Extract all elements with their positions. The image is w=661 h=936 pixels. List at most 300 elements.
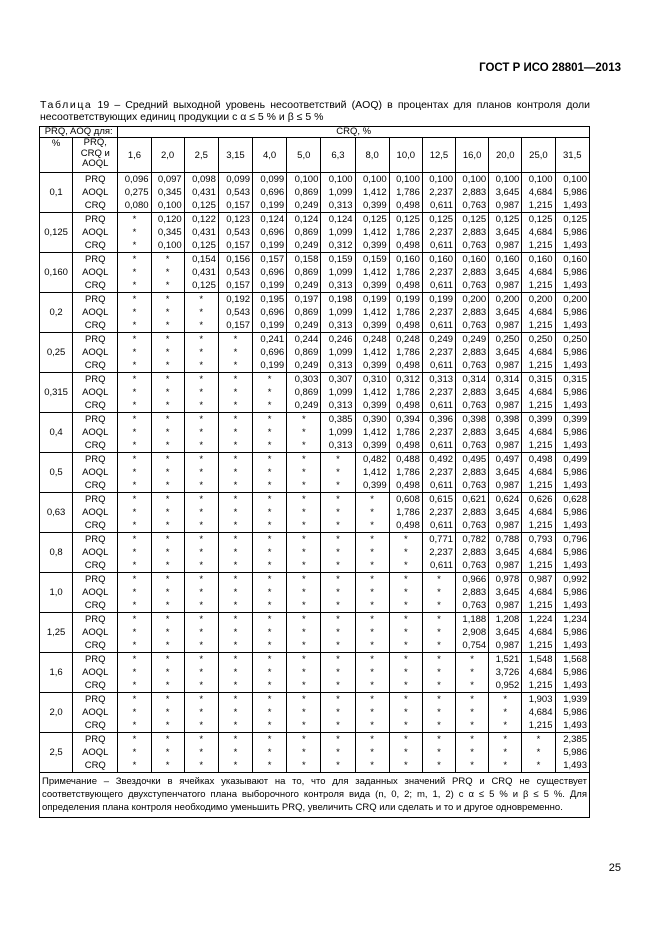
cell-value: * (267, 414, 272, 425)
value-cell (253, 213, 287, 253)
value-cell (489, 373, 522, 413)
cell-value: 0,763 (462, 440, 487, 451)
value-cell (456, 173, 489, 213)
cell-value: * (267, 680, 272, 691)
cell-value: 1,215 (528, 320, 553, 331)
cell-value: 0,313 (328, 440, 353, 451)
cell-value: * (370, 494, 374, 505)
value-cell (321, 693, 355, 733)
cell-value: * (437, 680, 441, 691)
cell-value: 0,696 (260, 267, 285, 278)
value-cell (522, 253, 555, 293)
cell-value: 0,125 (462, 214, 487, 225)
value-cell (555, 733, 590, 773)
value-cell (489, 293, 522, 333)
cell-value: 0,498 (396, 240, 420, 251)
cell-value: 0,249 (294, 400, 319, 411)
cell-value: * (199, 614, 204, 625)
cell-value: 0,492 (429, 454, 454, 465)
cell-value: * (437, 747, 441, 758)
type-label: PRQ (84, 694, 106, 705)
cell-value: 0,399 (362, 200, 387, 211)
cell-value: * (301, 480, 306, 491)
value-cell (489, 653, 522, 693)
cell-value: * (165, 254, 170, 265)
cell-value: * (199, 320, 204, 331)
cell-value: 0,124 (260, 214, 285, 225)
cell-value: 0,100 (528, 174, 553, 185)
cell-value: * (165, 734, 170, 745)
cell-value: 5,986 (563, 747, 587, 758)
type-label: CRQ (84, 600, 106, 611)
type-label: PRQ (84, 414, 106, 425)
type-label: PRQ (84, 374, 106, 385)
value-cell (522, 533, 555, 573)
cell-value: * (233, 467, 238, 478)
cell-value: 0,611 (429, 200, 454, 211)
cell-value: 0,628 (563, 494, 587, 505)
cell-value: * (267, 640, 272, 651)
cell-value: 0,249 (429, 334, 454, 345)
crq-header-cell: 5,0 (287, 138, 321, 173)
cell-value: * (301, 427, 306, 438)
cell-value: 0,763 (462, 280, 487, 291)
value-cell (321, 493, 355, 533)
type-label: PRQ (84, 534, 106, 545)
cell-value: 3,645 (495, 427, 520, 438)
type-label: PRQ (84, 334, 106, 345)
cell-value: 0,315 (563, 374, 587, 385)
cell-value: * (132, 254, 137, 265)
value-cell (522, 573, 555, 613)
cell-value: 2,237 (429, 507, 454, 518)
cell-value: * (233, 747, 238, 758)
cell-value: * (233, 414, 238, 425)
value-cell (218, 453, 252, 493)
cell-value: 1,786 (396, 467, 420, 478)
cell-value: 0,249 (294, 280, 319, 291)
cell-value: 3,645 (495, 467, 520, 478)
header-types-line: PRQ, (83, 137, 107, 148)
cell-value: * (132, 587, 137, 598)
value-cell (489, 533, 522, 573)
cell-value: * (199, 440, 204, 451)
cell-value: * (132, 360, 137, 371)
cell-value: * (132, 574, 137, 585)
value-cell (489, 733, 522, 773)
value-cell (389, 413, 422, 453)
value-cell (522, 653, 555, 693)
type-label: AOQL (82, 387, 109, 398)
cell-value: 2,883 (462, 547, 487, 558)
cell-value: 1,215 (528, 520, 553, 531)
cell-value: * (233, 427, 238, 438)
type-labels-cell (73, 653, 118, 693)
cell-value: 0,611 (429, 440, 454, 451)
cell-value: 0,250 (563, 334, 587, 345)
value-cell (218, 533, 252, 573)
type-label: AOQL (82, 627, 109, 638)
value-cell (287, 373, 321, 413)
cell-value: 0,498 (396, 480, 420, 491)
cell-value: * (370, 560, 374, 571)
cell-value: 1,412 (362, 427, 387, 438)
cell-value: * (301, 494, 306, 505)
type-label: PRQ (84, 614, 106, 625)
value-cell (184, 573, 218, 613)
cell-value: 1,493 (563, 360, 587, 371)
value-cell (555, 373, 590, 413)
cell-value: 0,498 (528, 454, 553, 465)
prq-value-cell: 0,4 (40, 413, 73, 453)
cell-value: 0,096 (124, 174, 149, 185)
cell-value: 2,237 (429, 467, 454, 478)
cell-value: * (165, 627, 170, 638)
value-cell (355, 573, 389, 613)
cell-value: 0,869 (294, 227, 319, 238)
cell-value: 0,157 (226, 200, 251, 211)
cell-value: * (503, 694, 508, 705)
type-label: CRQ (84, 480, 106, 491)
value-cell (118, 373, 151, 413)
cell-value: * (132, 320, 137, 331)
value-cell (355, 213, 389, 253)
cell-value: * (403, 534, 408, 545)
value-cell (118, 733, 151, 773)
cell-value: 2,883 (462, 347, 487, 358)
cell-value: * (165, 574, 170, 585)
cell-value: 0,250 (495, 334, 520, 345)
cell-value: 0,160 (563, 254, 587, 265)
cell-value: 0,200 (563, 294, 587, 305)
cell-value: * (199, 387, 204, 398)
value-cell (253, 373, 287, 413)
cell-value: 0,763 (462, 480, 487, 491)
value-cell (218, 173, 252, 213)
cell-value: * (336, 480, 340, 491)
type-labels-cell (73, 733, 118, 773)
value-cell (218, 653, 252, 693)
cell-value: 1,215 (528, 360, 553, 371)
value-cell (218, 573, 252, 613)
value-cell (287, 653, 321, 693)
cell-value: * (233, 627, 238, 638)
value-cell (151, 253, 184, 293)
cell-value: * (233, 480, 238, 491)
value-cell (456, 413, 489, 453)
cell-value: 0,199 (260, 320, 285, 331)
cell-value: * (301, 720, 306, 731)
cell-value: 0,399 (362, 440, 387, 451)
cell-value: * (336, 454, 340, 465)
value-cell (522, 373, 555, 413)
value-cell (151, 653, 184, 693)
header-types-line: AOQL (82, 158, 109, 169)
cell-value: 0,195 (260, 294, 285, 305)
cell-value: * (132, 600, 137, 611)
value-cell (389, 373, 422, 413)
cell-value: * (132, 454, 137, 465)
cell-value: * (403, 600, 408, 611)
value-cell (321, 293, 355, 333)
cell-value: 1,548 (528, 654, 553, 665)
cell-value: * (267, 600, 272, 611)
cell-value: 0,987 (495, 400, 520, 411)
cell-value: 5,986 (563, 307, 587, 318)
cell-value: * (132, 400, 137, 411)
cell-value: 0,482 (362, 454, 387, 465)
cell-value: * (199, 414, 204, 425)
value-cell (389, 573, 422, 613)
cell-value: 2,237 (429, 427, 454, 438)
cell-value: * (165, 400, 170, 411)
value-cell (184, 453, 218, 493)
cell-value: 1,493 (563, 600, 587, 611)
cell-value: * (267, 440, 272, 451)
cell-value: * (301, 587, 306, 598)
cell-value: 0,080 (124, 200, 149, 211)
value-cell (355, 653, 389, 693)
cell-value: * (233, 720, 238, 731)
table-row (40, 733, 590, 773)
cell-value: 0,345 (157, 227, 182, 238)
cell-value: * (301, 547, 306, 558)
cell-value: 1,493 (563, 760, 587, 771)
value-cell (151, 693, 184, 733)
cell-value: * (336, 560, 340, 571)
cell-value: * (267, 667, 272, 678)
value-cell (287, 413, 321, 453)
cell-value: 0,099 (226, 174, 251, 185)
cell-value: * (301, 614, 306, 625)
cell-value: 0,498 (396, 440, 420, 451)
value-cell (184, 413, 218, 453)
cell-value: * (370, 520, 374, 531)
cell-value: 0,763 (462, 240, 487, 251)
value-cell (489, 413, 522, 453)
cell-value: 0,199 (260, 360, 285, 371)
header-types (73, 138, 118, 173)
type-label: PRQ (84, 254, 106, 265)
value-cell (287, 453, 321, 493)
prq-value-cell: 0,63 (40, 493, 73, 533)
cell-value: 0,495 (462, 454, 487, 465)
cell-value: 0,992 (563, 574, 587, 585)
cell-value: * (301, 667, 306, 678)
value-cell (218, 213, 252, 253)
type-labels-cell (73, 493, 118, 533)
cell-value: 0,154 (192, 254, 216, 265)
cell-value: * (233, 640, 238, 651)
table-row (40, 693, 590, 733)
cell-value: * (403, 694, 408, 705)
cell-value: * (132, 347, 137, 358)
cell-value: 4,684 (528, 187, 553, 198)
cell-value: 0,869 (294, 387, 319, 398)
cell-value: * (336, 467, 340, 478)
value-cell (555, 573, 590, 613)
cell-value: * (403, 627, 408, 638)
cell-value: * (437, 707, 441, 718)
value-cell (253, 333, 287, 373)
type-label: AOQL (82, 707, 109, 718)
cell-value: 0,125 (192, 200, 216, 211)
cell-value: 2,883 (462, 427, 487, 438)
cell-value: * (336, 720, 340, 731)
cell-value: 5,986 (563, 347, 587, 358)
type-labels-cell (73, 173, 118, 213)
value-cell (151, 173, 184, 213)
cell-value: 0,696 (260, 307, 285, 318)
cell-value: 0,497 (495, 454, 520, 465)
cell-value: 0,275 (124, 187, 149, 198)
cell-value: 3,645 (495, 227, 520, 238)
cell-value: * (165, 534, 170, 545)
cell-value: * (233, 760, 238, 771)
cell-value: * (336, 600, 340, 611)
cell-value: 0,611 (429, 360, 454, 371)
cell-value: * (370, 667, 374, 678)
cell-value: 0,249 (462, 334, 487, 345)
value-cell (253, 573, 287, 613)
value-cell (456, 213, 489, 253)
cell-value: * (132, 467, 137, 478)
cell-value: * (199, 640, 204, 651)
cell-value: * (437, 694, 441, 705)
prq-value-cell: 1,25 (40, 613, 73, 653)
cell-value: 0,099 (260, 174, 285, 185)
cell-value: * (267, 694, 272, 705)
cell-value: 0,398 (495, 414, 520, 425)
type-label: PRQ (84, 734, 106, 745)
cell-value: 0,125 (528, 214, 553, 225)
cell-value: 2,883 (462, 307, 487, 318)
cell-value: * (370, 654, 374, 665)
cell-value: * (301, 414, 306, 425)
cell-value: 0,763 (462, 320, 487, 331)
cell-value: * (336, 707, 340, 718)
cell-value: * (437, 667, 441, 678)
value-cell (489, 333, 522, 373)
value-cell (422, 373, 455, 413)
cell-value: * (233, 440, 238, 451)
cell-value: * (267, 614, 272, 625)
cell-value: * (132, 494, 137, 505)
cell-value: 4,684 (528, 587, 553, 598)
cell-value: 2,237 (429, 547, 454, 558)
cell-value: * (165, 414, 170, 425)
cell-value: * (370, 534, 374, 545)
table-row (40, 533, 590, 573)
cell-value: 0,987 (495, 480, 520, 491)
cell-value: * (132, 654, 137, 665)
crq-header-cell: 2,5 (184, 138, 218, 173)
value-cell (489, 573, 522, 613)
cell-value: * (267, 560, 272, 571)
cell-value: 5,986 (563, 627, 587, 638)
cell-value: * (370, 694, 374, 705)
table-caption-text: 19 – Средний выходной уровень несоответствий (AOQ) в процентах для планов контроля доли несоответствующих единиц продукции с α ≤ 5 % и β ≤ 5 % (40, 99, 590, 123)
cell-value: * (267, 494, 272, 505)
cell-value: * (301, 440, 306, 451)
cell-value: * (199, 574, 204, 585)
value-cell (456, 613, 489, 653)
cell-value: 0,124 (294, 214, 319, 225)
cell-value: * (267, 720, 272, 731)
cell-value: * (132, 520, 137, 531)
cell-value: 0,249 (294, 200, 319, 211)
crq-header-cell: 2,0 (151, 138, 184, 173)
cell-value: * (165, 640, 170, 651)
value-cell (522, 493, 555, 533)
type-label: CRQ (84, 360, 106, 371)
type-label: AOQL (82, 347, 109, 358)
cell-value: * (165, 600, 170, 611)
type-labels-cell (73, 573, 118, 613)
cell-value: * (403, 574, 408, 585)
cell-value: * (233, 374, 238, 385)
cell-value: * (132, 707, 137, 718)
aoq-table (39, 126, 590, 818)
cell-value: * (199, 494, 204, 505)
cell-value: * (336, 654, 340, 665)
cell-value: 4,684 (528, 507, 553, 518)
cell-value: 1,215 (528, 680, 553, 691)
cell-value: * (199, 507, 204, 518)
cell-value: * (403, 734, 408, 745)
cell-value: * (336, 680, 340, 691)
value-cell (522, 613, 555, 653)
value-cell (522, 333, 555, 373)
cell-value: * (132, 307, 137, 318)
cell-value: 0,399 (362, 280, 387, 291)
value-cell (253, 173, 287, 213)
cell-value: 1,493 (563, 400, 587, 411)
cell-value: 1,215 (528, 720, 553, 731)
crq-header-cell: 12,5 (422, 138, 455, 173)
type-label: CRQ (84, 280, 106, 291)
cell-value: * (336, 614, 340, 625)
cell-value: * (132, 294, 137, 305)
value-cell (118, 333, 151, 373)
cell-value: * (132, 440, 137, 451)
value-cell (389, 533, 422, 573)
cell-value: * (470, 694, 474, 705)
cell-value: 0,987 (495, 200, 520, 211)
cell-value: 0,608 (396, 494, 420, 505)
type-labels-cell (73, 213, 118, 253)
cell-value: 0,987 (495, 600, 520, 611)
cell-value: 5,986 (563, 267, 587, 278)
cell-value: 4,684 (528, 427, 553, 438)
value-cell (184, 173, 218, 213)
cell-value: 1,786 (396, 267, 420, 278)
value-cell (456, 533, 489, 573)
cell-value: 0,313 (328, 280, 353, 291)
value-cell (321, 213, 355, 253)
cell-value: * (199, 720, 204, 731)
cell-value: 0,398 (462, 414, 487, 425)
cell-value: 5,986 (563, 707, 587, 718)
value-cell (218, 493, 252, 533)
cell-value: * (470, 707, 474, 718)
cell-value: 0,611 (429, 320, 454, 331)
cell-value: 0,987 (495, 440, 520, 451)
crq-header-cell: 10,0 (389, 138, 422, 173)
crq-header-cell: 6,3 (321, 138, 355, 173)
cell-value: * (470, 680, 474, 691)
cell-value: 0,100 (157, 200, 182, 211)
